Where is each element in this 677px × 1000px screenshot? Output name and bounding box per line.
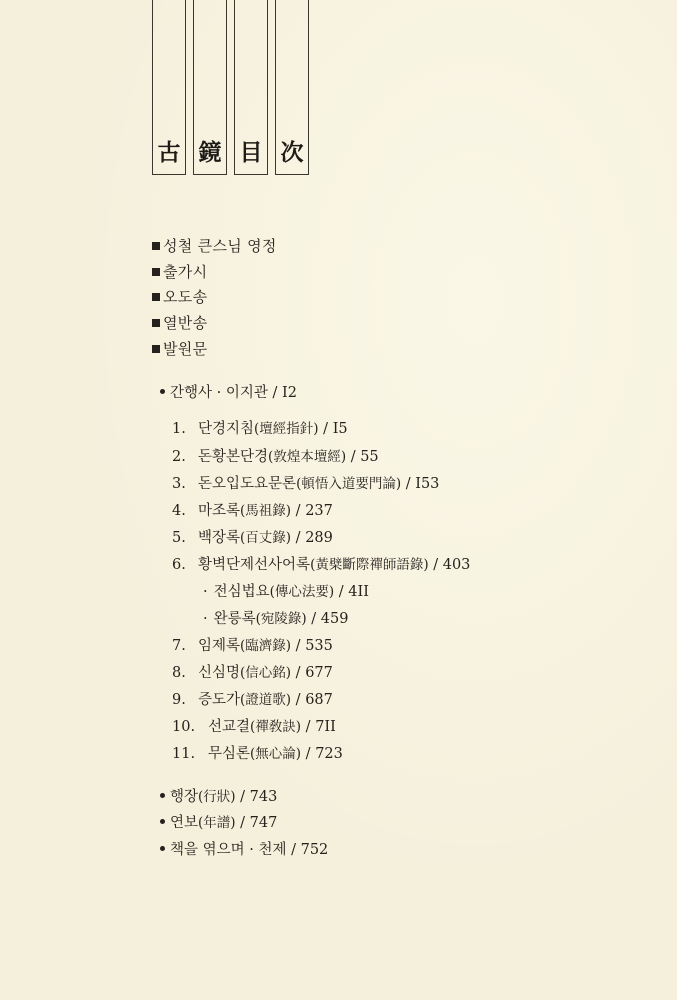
bullet-icon <box>160 846 165 851</box>
bullet-icon <box>160 793 165 798</box>
toc-chapter[interactable]: 9. 증도가(證道歌) / 687 <box>172 692 333 708</box>
square-bullet-icon <box>152 319 160 327</box>
front-matter-item[interactable]: 성철 큰스님 영정 <box>152 236 277 256</box>
toc-back-matter[interactable]: 책을 엮으며 · 천제 / 752 <box>160 840 328 860</box>
toc-back-matter[interactable]: 행장(行狀) / 743 <box>160 787 277 807</box>
toc-back-matter[interactable]: 연보(年譜) / 747 <box>160 813 277 833</box>
front-matter-item[interactable]: 발원문 <box>152 339 207 359</box>
toc-chapter[interactable]: 6. 황벽단제선사어록(黃檗斷際禪師語錄) / 403 <box>172 557 471 573</box>
square-bullet-icon <box>152 293 160 301</box>
toc-chapter[interactable]: 10. 선교결(禪敎訣) / 7II <box>172 719 336 735</box>
square-bullet-icon <box>152 345 160 353</box>
title-char: 古 <box>157 140 181 166</box>
square-bullet-icon <box>152 268 160 276</box>
toc-chapter[interactable]: 1. 단경지침(壇經指針) / I5 <box>172 421 348 437</box>
title-char: 目 <box>239 140 263 166</box>
toc-chapter[interactable]: 7. 임제록(臨濟錄) / 535 <box>172 638 333 654</box>
toc-preface[interactable]: 간행사 · 이지관 / I2 <box>160 383 297 403</box>
toc-chapter[interactable]: 11. 무심론(無心論) / 723 <box>172 746 343 762</box>
toc-subchapter[interactable]: · 전심법요(傳心法要) / 4II <box>203 584 369 600</box>
toc-subchapter[interactable]: · 완릉록(宛陵錄) / 459 <box>203 611 349 627</box>
toc-chapter[interactable]: 4. 마조록(馬祖錄) / 237 <box>172 503 333 519</box>
square-bullet-icon <box>152 242 160 250</box>
title-char: 次 <box>280 140 304 166</box>
title-column-2 <box>193 0 227 175</box>
title-char: 鏡 <box>198 140 222 166</box>
bullet-icon <box>160 819 165 824</box>
toc-chapter[interactable]: 2. 돈황본단경(敦煌本壇經) / 55 <box>172 449 379 465</box>
toc-chapter[interactable]: 5. 백장록(百丈錄) / 289 <box>172 530 333 546</box>
title-column-4 <box>275 0 309 175</box>
toc-chapter[interactable]: 8. 신심명(信心銘) / 677 <box>172 665 333 681</box>
front-matter-item[interactable]: 열반송 <box>152 313 207 333</box>
title-column-1 <box>152 0 186 175</box>
bullet-icon <box>160 389 165 394</box>
front-matter-item[interactable]: 오도송 <box>152 287 207 307</box>
front-matter-item[interactable]: 출가시 <box>152 262 207 282</box>
toc-chapter[interactable]: 3. 돈오입도요문론(頓悟入道要門論) / I53 <box>172 476 440 492</box>
title-column-3 <box>234 0 268 175</box>
